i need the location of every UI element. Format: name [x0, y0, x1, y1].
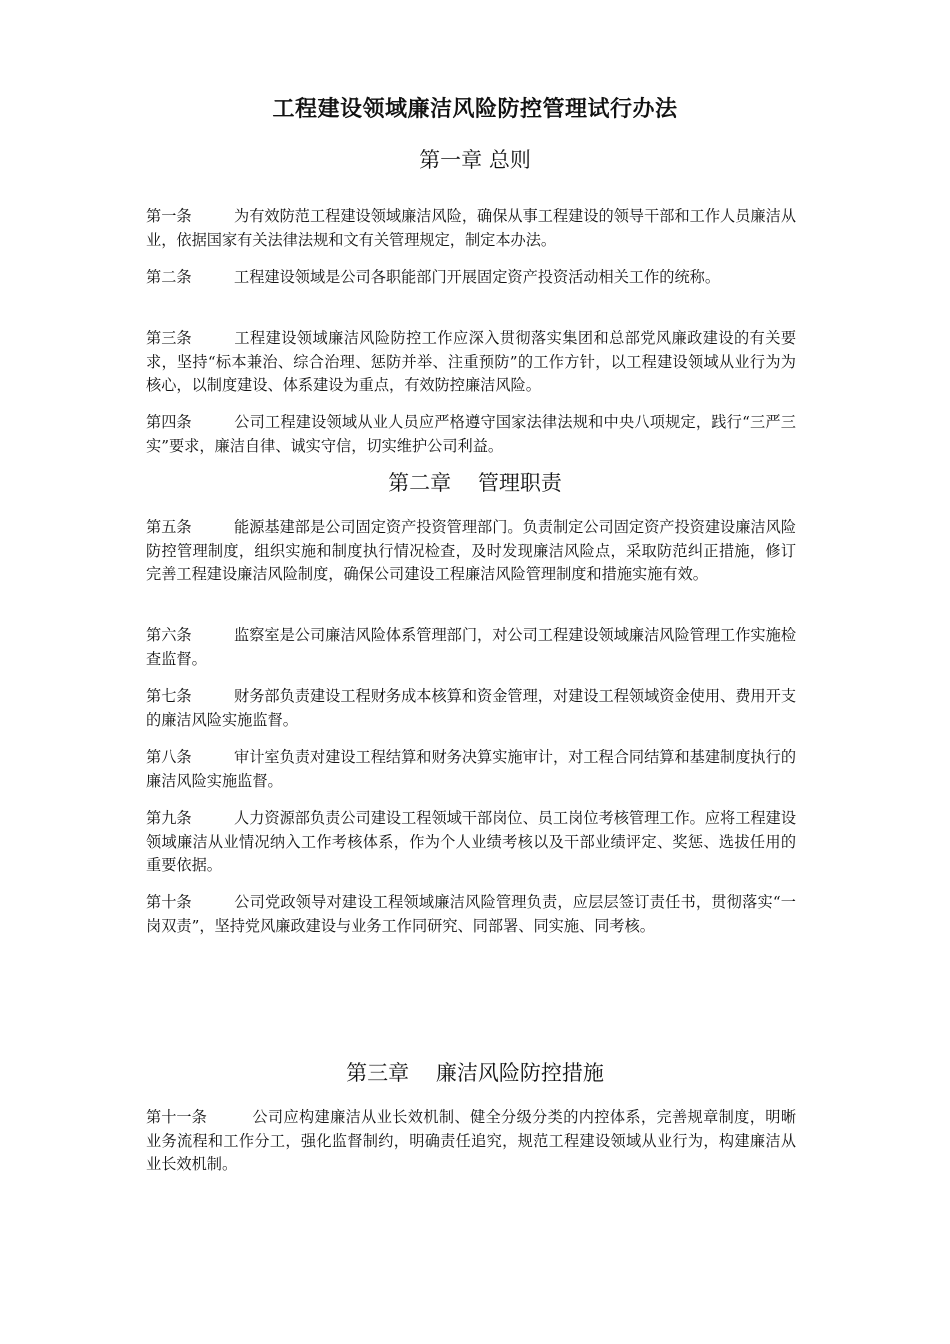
- article-7: [146, 685, 796, 732]
- article-text: 工程建设领域廉洁风险防控工作应深入贯彻落实集团和总部党风廉政建设的有关要求，坚持“标本兼治、综合治理、惩防并举、注重预防”的工作方针，以工程建设领域从业行为为核心，以制度建设、体系建设为重点，有效防控廉洁风险。: [146, 329, 796, 394]
- article-text: 为有效防范工程建设领域廉洁风险，确保从事工程建设的领导干部和工作人员廉洁从业，依据国家有关法律法规和文有关管理规定，制定本办法。: [146, 207, 796, 249]
- article-6: [146, 624, 796, 671]
- article-number: 第七条: [146, 687, 192, 705]
- article-number: 第八条: [146, 748, 192, 766]
- article-text: 监察室是公司廉洁风险体系管理部门，对公司工程建设领域廉洁风险管理工作实施检查监督。: [146, 626, 796, 668]
- chapter-heading-2: 第二章 管理职责: [388, 471, 562, 495]
- document-title: 工程建设领域廉洁风险防控管理试行办法: [272, 97, 678, 122]
- article-number: 第九条: [146, 809, 192, 827]
- chapter-heading-3: 第三章 廉洁风险防控措施: [346, 1061, 604, 1085]
- article-4: [146, 411, 796, 458]
- article-number: 第四条: [146, 413, 192, 431]
- article-text: 人力资源部负责公司建设工程领域干部岗位、员工岗位考核管理工作。应将工程建设领域廉洁从业情况纳入工作考核体系，作为个人业绩考核以及干部业绩评定、奖惩、选拔任用的重要依据。: [146, 809, 796, 874]
- article-text: 公司应构建廉洁从业长效机制、健全分级分类的内控体系，完善规章制度，明晰业务流程和工作分工，强化监督制约，明确责任追究，规范工程建设领域从业行为，构建廉洁从业长效机制。: [146, 1108, 796, 1173]
- article-number: 第十一条: [146, 1108, 207, 1126]
- article-8: [146, 746, 796, 793]
- article-number: 第一条: [146, 207, 192, 225]
- article-number: 第五条: [146, 518, 192, 536]
- article-1: [146, 205, 796, 252]
- article-2: [146, 266, 796, 290]
- article-number: 第十条: [146, 893, 192, 911]
- article-text: 公司工程建设领域从业人员应严格遵守国家法律法规和中央八项规定，践行“三严三实”要求，廉洁自律、诚实守信，切实维护公司利益。: [146, 413, 796, 455]
- article-number: 第二条: [146, 268, 192, 286]
- article-3: [146, 327, 796, 398]
- article-number: 第六条: [146, 626, 192, 644]
- article-text: 审计室负责对建设工程结算和财务决算实施审计，对工程合同结算和基建制度执行的廉洁风险实施监督。: [146, 748, 796, 790]
- article-text: 财务部负责建设工程财务成本核算和资金管理，对建设工程领域资金使用、费用开支的廉洁风险实施监督。: [146, 687, 796, 729]
- article-text: 工程建设领域是公司各职能部门开展固定资产投资活动相关工作的统称。: [234, 268, 720, 286]
- article-number: 第三条: [146, 329, 192, 347]
- article-9: [146, 807, 796, 878]
- article-5: [146, 516, 796, 587]
- article-11: [146, 1106, 796, 1177]
- article-10: [146, 891, 796, 938]
- article-text: 能源基建部是公司固定资产投资管理部门。负责制定公司固定资产投资建设廉洁风险防控管理制度，组织实施和制度执行情况检查，及时发现廉洁风险点，采取防范纠正措施，修订完善工程建设廉洁风险制度，确保公司建设工程廉洁风险管理制度和措施实施有效。: [146, 518, 796, 583]
- chapter-heading-1: 第一章 总则: [419, 148, 531, 172]
- article-text: 公司党政领导对建设工程领域廉洁风险管理负责，应层层签订责任书，贯彻落实“一岗双责”，坚持党风廉政建设与业务工作同研究、同部署、同实施、同考核。: [146, 893, 796, 935]
